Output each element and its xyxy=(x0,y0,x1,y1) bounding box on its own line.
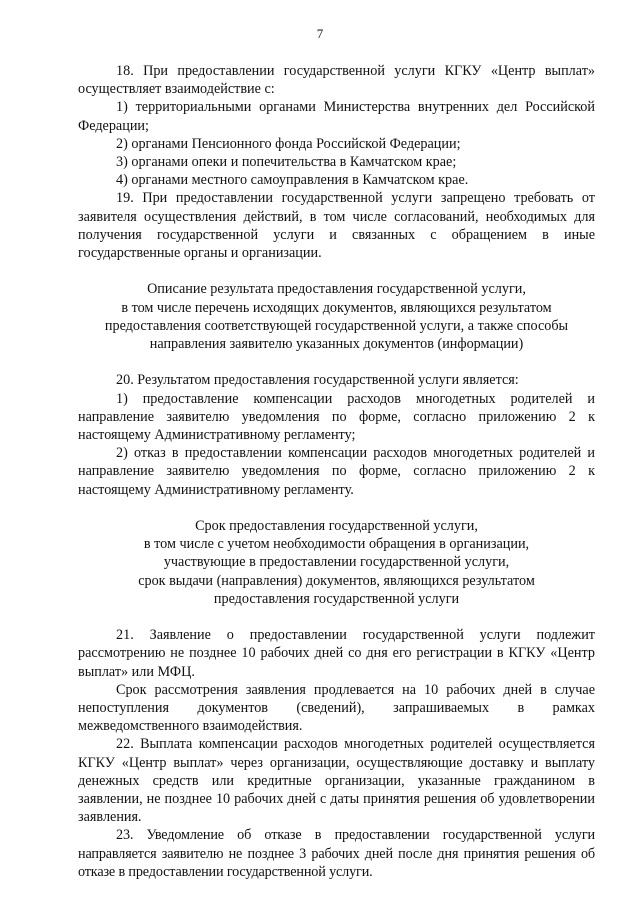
heading-line: в том числе с учетом необходимости обращения в организации, xyxy=(143,536,530,553)
list-item-4: 4) органами местного самоуправления в Камчатском крае. xyxy=(116,172,469,189)
heading-line: участвующие в предоставлении государственной услуги, xyxy=(163,554,510,571)
paragraph-extension: Срок рассмотрения заявления продлевается на 10 рабочих дней в случае непоступления документов (сведений), запрашиваемых в рамках межведомственного взаимодействия. xyxy=(78,681,595,735)
page-number: 7 xyxy=(316,26,324,41)
heading-line: направления заявителю указанных документов (информации) xyxy=(149,336,524,353)
list-item-3: 3) органами опеки и попечительства в Камчатском крае; xyxy=(116,154,457,171)
heading-line: предоставления соответствующей государственной услуги, а также способы xyxy=(104,317,569,334)
result-item-1: 1) предоставление компенсации расходов многодетных родителей и направление заявителю уведомления по форме, согласно приложению 2 к настоящему Административному регламенту; xyxy=(78,390,595,444)
result-item-2: 2) отказ в предоставлении компенсации расходов многодетных родителей и направление заявителю уведомления по форме, согласно приложению 2 к настоящему Административному регламенту. xyxy=(78,445,595,498)
paragraph-22: 22. Выплата компенсации расходов многодетных родителей осуществляется КГКУ «Центр выплат» через организации, осуществляющие доставку и выплату денежных средств или кредитные организации, указанные гражданином в заявлении, не позднее 10 рабочих дней с даты принятия решения об удовлетворении заявления. xyxy=(78,736,595,826)
list-item-1: 1) территориальными органами Министерства внутренних дел Российской Федерации; xyxy=(78,99,595,134)
paragraph-21: 21. Заявление о предоставлении государственной услуги подлежит рассмотрению не позднее 10 рабочих дней со дня его регистрации в КГКУ «Центр выплат» или МФЦ. xyxy=(78,627,595,680)
paragraph-19: 19. При предоставлении государственной услуги запрещено требовать от заявителя осуществления действий, в том числе согласований, необходимых для получения государственной услуги и связанных с обращением в иные государственные органы и организации. xyxy=(78,190,595,262)
heading-line: Срок предоставления государственной услуги, xyxy=(195,518,478,535)
document-body xyxy=(78,62,595,881)
list-item-2: 2) органами Пенсионного фонда Российской Федерации; xyxy=(116,135,461,152)
heading-line: Описание результата предоставления государственной услуги, xyxy=(147,281,526,298)
heading-line: срок выдачи (направления) документов, являющихся результатом xyxy=(138,572,535,589)
heading-line: в том числе перечень исходящих документов, являющихся результатом xyxy=(121,299,552,316)
heading-line: предоставления государственной услуги xyxy=(213,590,460,607)
paragraph-20: 20. Результатом предоставления государственной услуги является: xyxy=(116,372,519,389)
section-heading-result xyxy=(78,280,595,353)
paragraph-23: 23. Уведомление об отказе в предоставлении государственной услуги направляется заявителю не позднее 3 рабочих дней после дня принятия решения об отказе в предоставлении государственной услуги. xyxy=(78,827,595,880)
section-heading-term xyxy=(78,517,595,608)
paragraph-18: 18. При предоставлении государственной услуги КГКУ «Центр выплат» осуществляет взаимодействие с: xyxy=(78,63,595,98)
